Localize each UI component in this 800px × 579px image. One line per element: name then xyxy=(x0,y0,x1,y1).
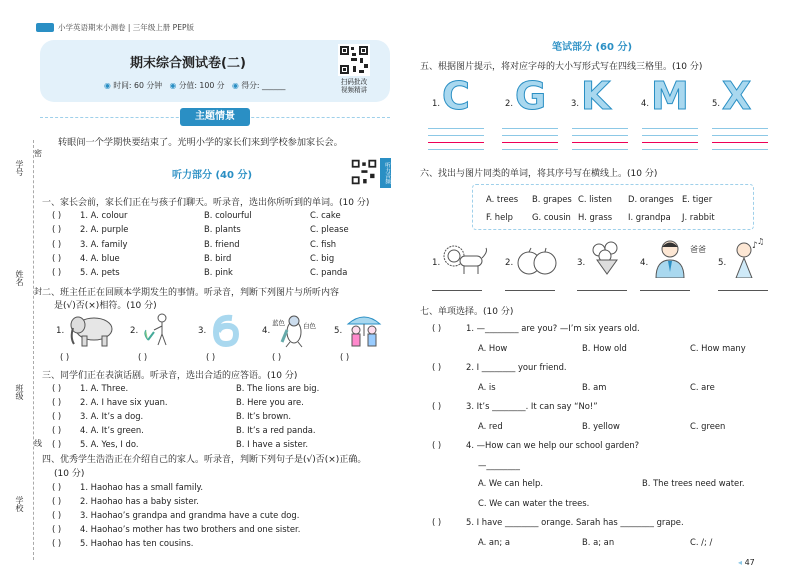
answer-paren[interactable]: ( ) xyxy=(432,517,442,527)
lion-icon xyxy=(442,244,490,276)
writing-line[interactable] xyxy=(712,128,768,129)
option-c: C. green xyxy=(690,421,726,431)
flowers-icon xyxy=(587,240,627,276)
q2-title-1: 二、班主任正在回顾本学期发生的事情。听录音，判断下列图片与所听内容 xyxy=(42,288,340,298)
header-series: 小学英语期末小测卷 | 三年级上册 PEP版 xyxy=(58,23,194,32)
father-icon xyxy=(652,238,688,278)
writing-line[interactable] xyxy=(642,135,698,136)
elephant-icon xyxy=(66,312,118,348)
theme-intro: 转眼间一个学期快要结束了。光明小学的家长们来到学校参加家长会。 xyxy=(58,137,343,148)
option-c: C. are xyxy=(690,382,715,392)
option-a: A. is xyxy=(478,382,496,392)
option-b: B. How old xyxy=(582,343,627,353)
option-b: B. I have a sister. xyxy=(236,439,309,450)
option-a: 1. A. Three. xyxy=(80,383,129,393)
q2-answer-paren[interactable]: ( ) xyxy=(340,352,350,362)
q6-title: 六、找出与图片同类的单词，将其序号写在横线上。(10 分) xyxy=(420,169,658,179)
writing-line[interactable] xyxy=(642,149,698,150)
dad-label: 爸爸 xyxy=(690,245,706,254)
q5-num: 4. xyxy=(641,98,649,108)
option-c: C. fish xyxy=(310,238,337,249)
q2-title-2: 是(√)否(×)相符。(10 分) xyxy=(54,301,157,311)
side-class: 班级 xyxy=(15,384,24,400)
writing-line[interactable] xyxy=(642,142,698,143)
answer-paren[interactable]: ( ) xyxy=(432,401,442,411)
writing-line[interactable] xyxy=(428,149,484,150)
option-a: A. We can help. xyxy=(478,478,543,488)
answer-paren[interactable]: ( ) xyxy=(52,397,62,408)
qr-code-icon[interactable] xyxy=(338,44,370,76)
option-b: B. am xyxy=(582,382,607,392)
option-a: 3. A. family xyxy=(80,238,128,249)
children-umbrella-icon xyxy=(344,312,384,348)
answer-paren[interactable]: ( ) xyxy=(52,524,62,535)
exam-meta: ◉ 时间: 60 分钟 ◉ 分值: 100 分 ◉ 得分: ______ xyxy=(104,81,286,90)
word-option: F. help xyxy=(486,212,513,222)
q5-num: 2. xyxy=(505,98,513,108)
answer-paren[interactable]: ( ) xyxy=(52,210,62,220)
word-option: E. tiger xyxy=(682,194,713,204)
writing-line[interactable] xyxy=(572,142,628,143)
question-stem: 5. I have ________ orange. Sarah has ________ grape. xyxy=(466,517,684,527)
option-b: B. The lions are big. xyxy=(236,383,320,393)
qr-label: 扫码批改 视频精讲 xyxy=(340,78,368,94)
question-stem: 3. It’s ________. It can say “No!” xyxy=(466,401,598,411)
answer-line[interactable] xyxy=(432,290,482,291)
q6-num-3: 3. xyxy=(577,258,586,268)
q2-num-2: 2. xyxy=(130,326,139,336)
q6-num-5: 5. xyxy=(718,258,727,268)
side-seal: 线 xyxy=(34,439,42,448)
score-icon: ◉ xyxy=(169,81,177,90)
answer-paren[interactable]: ( ) xyxy=(52,383,62,393)
option-c: C. cake xyxy=(310,210,341,220)
letter-c-icon: C xyxy=(442,74,470,118)
letter-g-icon: G xyxy=(515,74,547,118)
side-school: 学校 xyxy=(15,496,24,512)
exam-title: 期末综合测试卷(二) xyxy=(130,56,246,71)
q6-num-4: 4. xyxy=(640,258,649,268)
number-six-icon xyxy=(210,312,240,348)
bird-icon xyxy=(276,312,312,348)
side-name: 姓名 xyxy=(15,270,24,286)
plant-icon xyxy=(140,312,180,348)
q2-answer-paren[interactable]: ( ) xyxy=(272,352,282,362)
page-number: ◂ 47 xyxy=(738,558,755,567)
q7-title: 七、单项选择。(10 分) xyxy=(420,307,514,317)
option-a: 4. A. blue xyxy=(80,252,120,263)
option-b: B. bird xyxy=(204,252,232,263)
color-label-white: 白色 xyxy=(303,322,316,330)
apples-icon xyxy=(515,246,559,276)
q4-title-1: 四、优秀学生浩浩正在介绍自己的家人。听录音，判断下列句子是(√)否(×)正确。 xyxy=(42,455,367,465)
answer-paren[interactable]: ( ) xyxy=(52,482,62,492)
word-option: H. grass xyxy=(578,212,613,222)
option-c: C. We can water the trees. xyxy=(478,498,590,508)
answer-line[interactable] xyxy=(640,290,690,291)
option-b: B. a; an xyxy=(582,537,615,547)
letter-x-icon: X xyxy=(722,74,752,118)
option-a: 2. A. I have six yuan. xyxy=(80,397,168,408)
q4-title-2: (10 分) xyxy=(54,469,85,479)
option-b: B. yellow xyxy=(582,421,620,431)
writing-line[interactable] xyxy=(502,142,558,143)
statement: 5. Haohao has ten cousins. xyxy=(80,538,194,549)
binding-line xyxy=(33,140,34,560)
writing-line[interactable] xyxy=(712,135,768,136)
listening-title: 听力部分 (40 分) xyxy=(172,170,253,181)
letter-m-icon: M xyxy=(651,74,689,118)
word-option: I. grandpa xyxy=(628,212,671,222)
girl-singing-icon xyxy=(728,238,764,278)
option-b: B. The trees need water. xyxy=(642,478,745,488)
q2-answer-paren[interactable]: ( ) xyxy=(60,352,70,362)
q2-num-3: 3. xyxy=(198,326,207,336)
option-b: B. friend xyxy=(204,238,240,249)
clock-icon: ◉ xyxy=(104,81,111,90)
option-c: C. /; / xyxy=(690,537,713,547)
svg-text:♪: ♪ xyxy=(752,241,758,251)
q6-word-box xyxy=(472,184,754,230)
letter-k-icon: K xyxy=(581,74,611,118)
answer-paren[interactable]: ( ) xyxy=(432,440,442,450)
header-badge xyxy=(36,23,54,32)
question-stem: 2. I ________ your friend. xyxy=(466,362,567,372)
option-a: 3. A. It’s a dog. xyxy=(80,411,144,422)
q2-num-5: 5. xyxy=(334,326,343,336)
statement: 4. Haohao’s mother has two brothers and one sister. xyxy=(80,524,301,535)
option-c: C. big xyxy=(310,252,335,263)
word-option: A. trees xyxy=(486,194,519,204)
q2-num-4: 4. xyxy=(262,326,271,336)
word-option: B. grapes xyxy=(532,194,572,204)
option-b: B. pink xyxy=(204,267,233,278)
answer-line[interactable] xyxy=(505,290,555,291)
writing-line[interactable] xyxy=(572,128,628,129)
answer-paren[interactable]: ( ) xyxy=(52,538,62,549)
option-a: A. an; a xyxy=(478,537,510,547)
writing-line[interactable] xyxy=(428,142,484,143)
option-a: 5. A. pets xyxy=(80,267,120,278)
option-b: B. It’s brown. xyxy=(236,411,292,422)
option-b: B. It’s a red panda. xyxy=(236,425,316,436)
answer-paren[interactable]: ( ) xyxy=(52,425,62,436)
answer-line[interactable] xyxy=(577,290,627,291)
answer-paren[interactable]: ( ) xyxy=(432,323,442,333)
question-stem: 4. —How can we help our school garden? xyxy=(466,440,640,450)
option-b: B. Here you are. xyxy=(236,397,304,408)
side-seal-2: 封 xyxy=(34,287,42,296)
points-icon: ◉ xyxy=(232,81,239,90)
listening-qr-tag: 听力音频 xyxy=(380,158,391,188)
q5-num: 3. xyxy=(571,98,579,108)
writing-line[interactable] xyxy=(502,149,558,150)
answer-paren[interactable]: ( ) xyxy=(52,439,62,450)
prev-arrow-icon: ◂ xyxy=(738,558,745,567)
option-b: B. plants xyxy=(204,224,241,235)
writing-line[interactable] xyxy=(502,135,558,136)
option-a: 2. A. purple xyxy=(80,224,129,235)
writing-title: 笔试部分 (60 分) xyxy=(552,42,633,53)
writing-line[interactable] xyxy=(428,128,484,129)
option-a: 5. A. Yes, I do. xyxy=(80,439,139,450)
statement: 1. Haohao has a small family. xyxy=(80,482,203,492)
side-seal-3: 密 xyxy=(34,149,42,158)
option-c: C. How many xyxy=(690,343,746,353)
q6-num-1: 1. xyxy=(432,258,441,268)
option-a: A. red xyxy=(478,421,503,431)
statement: 2. Haohao has a baby sister. xyxy=(80,496,199,507)
answer-paren[interactable]: ( ) xyxy=(52,510,62,521)
q5-num: 5. xyxy=(712,98,720,108)
word-option: D. oranges xyxy=(628,194,674,204)
option-a: 1. A. colour xyxy=(80,210,128,220)
q5-num: 1. xyxy=(432,98,440,108)
q2-answer-paren[interactable]: ( ) xyxy=(138,352,148,362)
theme-title: 主题情景 xyxy=(180,108,250,126)
writing-line[interactable] xyxy=(502,128,558,129)
q2-answer-paren[interactable]: ( ) xyxy=(206,352,216,362)
writing-line[interactable] xyxy=(428,135,484,136)
option-c: C. panda xyxy=(310,267,348,278)
word-option: J. rabbit xyxy=(682,212,715,222)
writing-line[interactable] xyxy=(712,149,768,150)
q6-num-2: 2. xyxy=(505,258,514,268)
writing-line[interactable] xyxy=(712,142,768,143)
side-student-id: 学号 xyxy=(15,160,24,176)
listening-qr-icon[interactable] xyxy=(350,158,378,186)
answer-paren[interactable]: ( ) xyxy=(52,496,62,507)
option-a: A. How xyxy=(478,343,508,353)
writing-line[interactable] xyxy=(642,128,698,129)
answer-paren[interactable]: ( ) xyxy=(52,267,62,278)
answer-line[interactable] xyxy=(718,290,768,291)
option-c: C. please xyxy=(310,224,349,235)
answer-paren[interactable]: ( ) xyxy=(432,362,442,372)
word-option: C. listen xyxy=(578,194,612,204)
q2-num-1: 1. xyxy=(56,326,65,336)
question-stem-2: —________ xyxy=(478,460,520,470)
word-option: G. cousin xyxy=(532,212,571,222)
color-label-blue: 蓝色 xyxy=(272,319,285,327)
q5-title: 五、根据图片提示，将对应字母的大小写形式写在四线三格里。(10 分) xyxy=(420,62,703,72)
question-stem: 1. —________ are you? —I’m six years old. xyxy=(466,323,640,333)
option-a: 4. A. It’s green. xyxy=(80,425,144,436)
writing-line[interactable] xyxy=(572,135,628,136)
option-b: B. colourful xyxy=(204,210,252,220)
answer-paren[interactable]: ( ) xyxy=(52,238,62,249)
answer-paren[interactable]: ( ) xyxy=(52,411,62,422)
answer-paren[interactable]: ( ) xyxy=(52,252,62,263)
writing-line[interactable] xyxy=(572,149,628,150)
q1-title: 一、家长会前，家长们正在与孩子们聊天。听录音，选出你所听到的单词。(10 分) xyxy=(42,198,370,208)
q3-title: 三、同学们正在表演话剧。听录音，选出合适的应答语。(10 分) xyxy=(42,371,298,381)
svg-text:♫: ♫ xyxy=(757,238,764,246)
statement: 3. Haohao’s grandpa and grandma have a cute dog. xyxy=(80,510,300,521)
answer-paren[interactable]: ( ) xyxy=(52,224,62,235)
